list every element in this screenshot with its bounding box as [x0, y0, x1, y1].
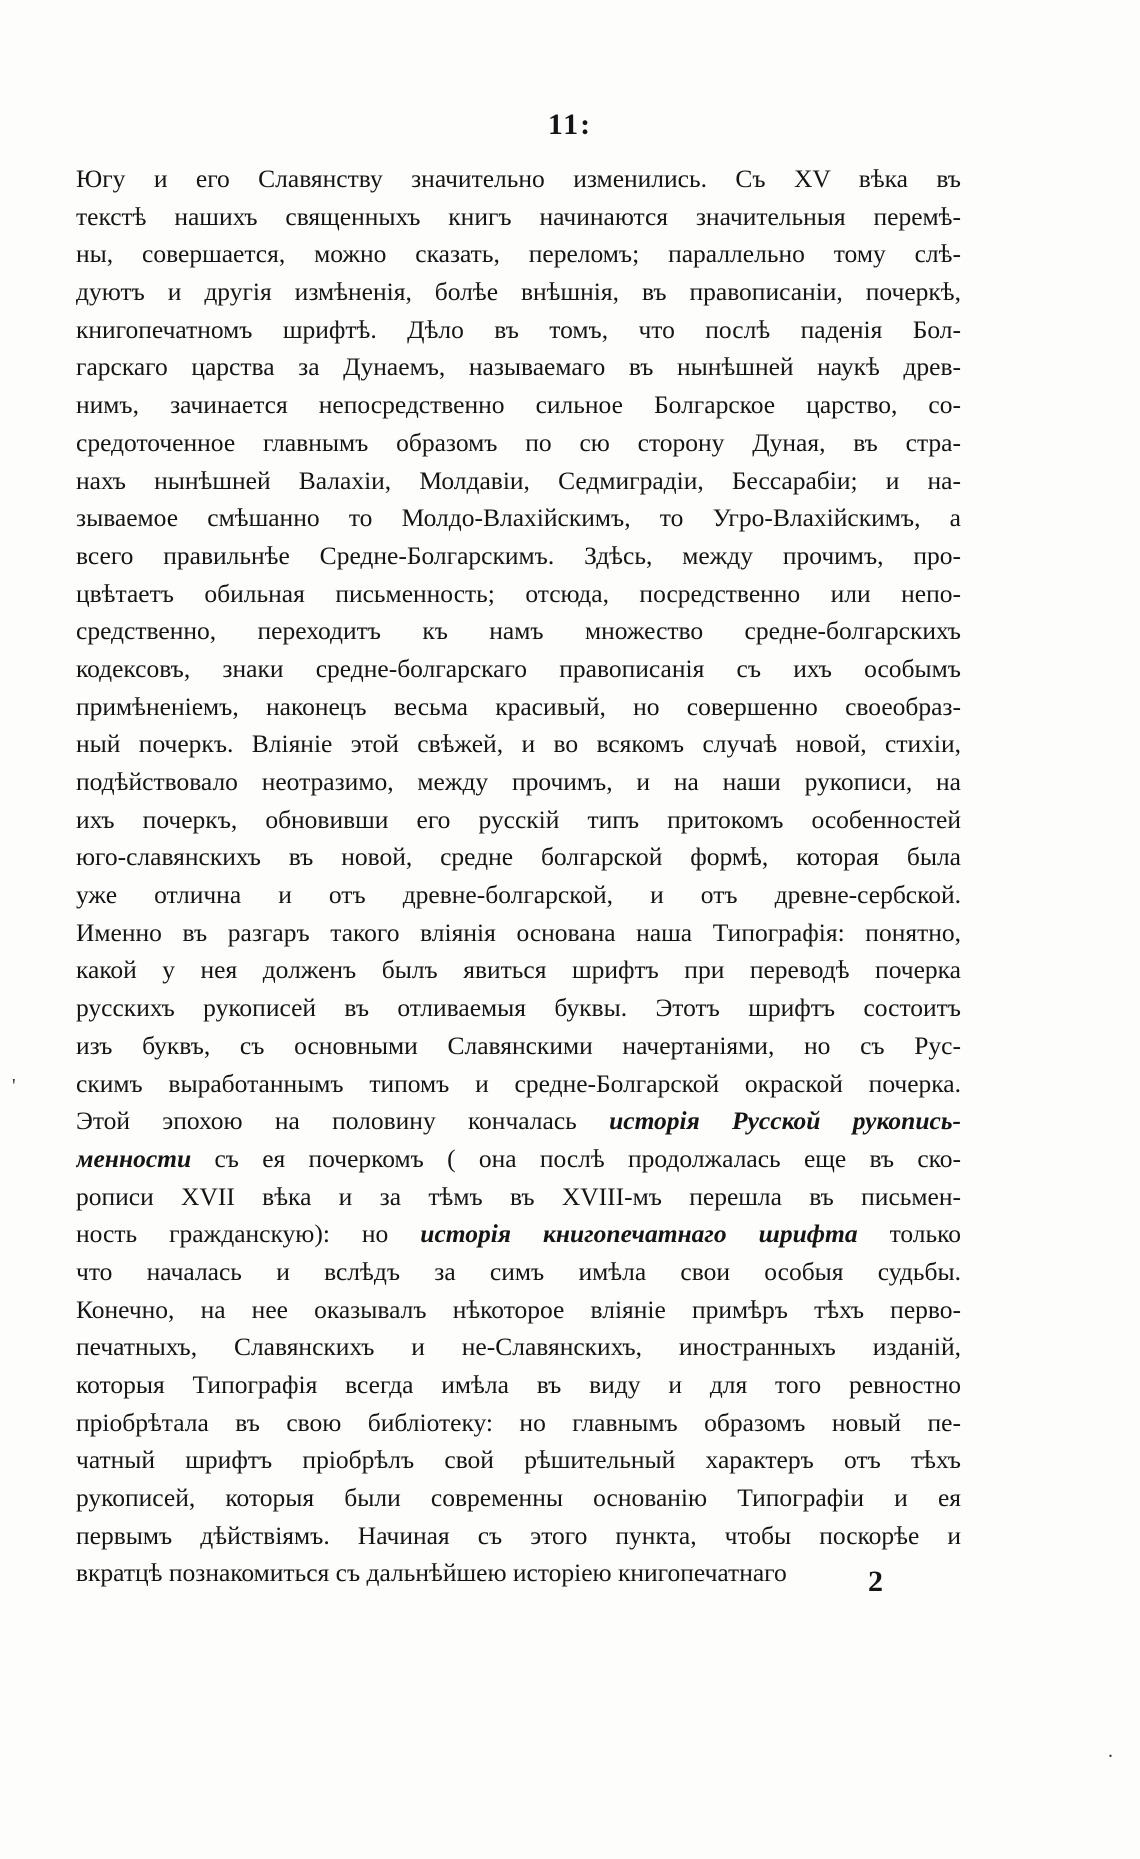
text-line-24: изъ буквъ, съ основными Славянскими начертаніями, но съ Рус- [76, 1030, 961, 1060]
text-line-1: Югу и его Славянству значительно изменились. Съ XV вѣка въ [76, 164, 961, 193]
text-line-15: примѣненіемъ, наконецъ весьма красивый, но совершенно своеобраз- [76, 691, 961, 721]
text-line-33: которыя Типографія всегда имѣла въ виду и для того ревностно [76, 1370, 961, 1399]
page-number: 11: [547, 108, 593, 141]
text-line-9: нахъ нынѣшней Валахіи, Молдавіи, Седмиградіи, Бессарабіи; и на- [76, 465, 961, 495]
text-line-35: чатный шрифтъ пріобрѣлъ свой рѣшительный характеръ отъ тѣхъ [76, 1445, 961, 1475]
text-line-21: Именно въ разгаръ такого вліянія основана наша Типографія: понятно, [76, 917, 961, 947]
text-line-27-italic: менности [76, 1143, 192, 1173]
text-line-2: текстѣ нашихъ священныхъ книгъ начинаются значительныя перемѣ- [76, 201, 961, 231]
text-line-30: что началась и вслѣдъ за симъ имѣла свои особыя судьбы. [76, 1256, 961, 1286]
margin-mark-left: ' [12, 1075, 16, 1097]
text-line-29-italic: исторія книгопечатнаго шрифта [420, 1219, 858, 1249]
text-line-17: подѣйствовало неотразимо, между прочимъ, и на наши рукописи, на [76, 767, 961, 796]
text-line-32: печатныхъ, Славянскихъ и не-Славянскихъ, иностранныхъ изданій, [76, 1332, 961, 1362]
signature-mark: 2 [868, 1565, 883, 1598]
text-line-7: нимъ, зачинается непосредственно сильное Болгарское царство, со- [76, 390, 961, 420]
text-line-4: дуютъ и другія измѣненія, болѣе внѣшнія, въ правописаніи, почеркѣ, [76, 277, 961, 307]
text-line-26-roman: Этой эпохою на половину кончалась [76, 1106, 610, 1136]
text-line-26-italic: исторія Русской рукопись- [609, 1106, 961, 1136]
text-line-20: уже отлична и отъ древне-болгарской, и отъ древне-сербской. [76, 880, 961, 910]
text-line-13: средственно, переходитъ къ намъ множество средне-болгарскихъ [76, 616, 961, 646]
body-text [76, 160, 961, 1592]
text-line-14: кодексовъ, знаки средне-болгарскаго правописанія съ ихъ особымъ [76, 653, 961, 683]
text-line-29-roman-a: ность гражданскую): но [76, 1219, 421, 1249]
text-line-29-roman-b: только [857, 1219, 961, 1249]
text-line-25: скимъ выработаннымъ типомъ и средне-Болгарской окраской почерка. [76, 1068, 961, 1098]
text-line-6: гарскаго царства за Дунаемъ, называемаго въ нынѣшней наукѣ древ- [76, 352, 961, 382]
text-line-18: ихъ почеркъ, обновивши его русскій типъ притокомъ особенностей [76, 804, 961, 834]
text-line-31: Конечно, на нее оказывалъ нѣкоторое вліяніе примѣръ тѣхъ перво- [76, 1294, 961, 1324]
text-line-8: средоточенное главнымъ образомъ по сю сторону Дуная, въ стра- [76, 427, 961, 457]
text-line-37: первымъ дѣйствіямъ. Начиная съ этого пункта, чтобы поскорѣе и [76, 1520, 961, 1550]
text-line-11: всего правильнѣе Средне-Болгарскимъ. Здѣсь, между прочимъ, про- [76, 540, 961, 570]
text-line-27-roman: съ ея почеркомъ ( она послѣ продолжалась еще въ ско- [191, 1143, 961, 1173]
text-line-28: рописи XVII вѣка и за тѣмъ въ XVIII-мъ перешла въ письмен- [76, 1181, 961, 1211]
text-line-16: ный почеркъ. Вліяніе этой свѣжей, и во всякомъ случаѣ новой, стихіи, [76, 729, 961, 759]
margin-mark-right: . [1108, 1740, 1113, 1762]
text-line-23: русскихъ рукописей въ отливаемыя буквы. Этотъ шрифтъ состоитъ [76, 993, 961, 1023]
text-line-12: цвѣтаетъ обильная письменность; отсюда, посредственно или непо- [76, 578, 961, 608]
text-line-34: пріобрѣтала въ свою библіотеку: но главнымъ образомъ новый пе- [76, 1407, 961, 1437]
text-line-22: какой у нея долженъ былъ явиться шрифтъ при переводѣ почерка [76, 955, 961, 985]
text-line-27 [76, 1140, 961, 1178]
text-line-38: вкратцѣ познакомиться съ дальнѣйшею исторіею книгопечатнаго [76, 1558, 787, 1588]
text-line-29 [76, 1215, 961, 1253]
text-line-5: книгопечатномъ шрифтѣ. Дѣло въ томъ, что послѣ паденія Бол- [76, 314, 961, 344]
text-line-10: зываемое смѣшанно то Молдо-Влахійскимъ, то Угро-Влахійскимъ, а [76, 503, 961, 533]
text-line-36: рукописей, которыя были современны основанію Типографіи и ея [76, 1483, 961, 1513]
text-line-3: ны, совершается, можно сказать, переломъ; параллельно тому слѣ- [76, 239, 961, 269]
text-line-19: юго-славянскихъ въ новой, средне болгарской формѣ, которая была [76, 842, 961, 872]
text-line-26 [76, 1102, 961, 1140]
